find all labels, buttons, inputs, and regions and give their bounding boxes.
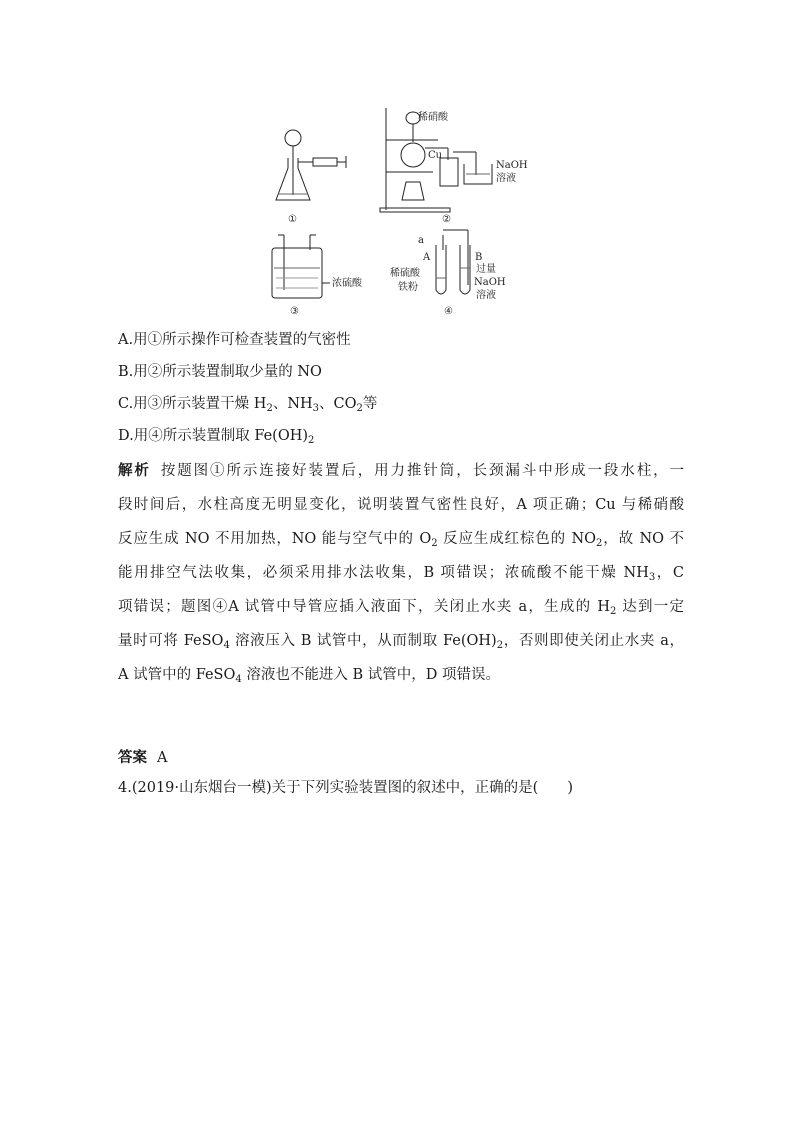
label-solution: 溶液 xyxy=(496,173,516,184)
option-b: B.用②所示装置制取少量的 NO xyxy=(118,364,322,380)
label-A: A xyxy=(423,252,431,263)
apparatus-figure xyxy=(268,100,538,320)
analysis-line-7: A 试管中的 FeSO$_4$ 溶液也不能进入 B 试管中，D 项错误。 xyxy=(118,667,500,685)
apparatus-diagram xyxy=(268,100,538,320)
figure-number-3: ③ xyxy=(290,306,299,317)
analysis-label: 解析 xyxy=(118,462,151,479)
analysis-line-5: 项错误；题图④A 试管中导管应插入液面下，关闭止水夹 a，生成的 $H_2$ 达到一定 xyxy=(118,599,684,617)
label-conc-sulfuric: 浓硫酸 xyxy=(332,278,362,289)
option-c: C.用③所示装置干燥 $H_2$、$NH_3$、$CO_2$等 xyxy=(118,396,378,414)
analysis-line-2: 段时间后，水柱高度无明显变化，说明装置气密性良好，A 项正确；Cu 与稀硝酸 xyxy=(118,497,684,513)
question-4: 4.(2019·山东烟台一模)关于下列实验装置图的叙述中，正确的是( ) xyxy=(118,780,573,796)
option-d: D.用④所示装置制取 $Fe(OH)_2$ xyxy=(118,428,315,446)
figure-number-2: ② xyxy=(442,214,451,225)
label-naoh: NaOH xyxy=(496,160,528,171)
analysis-line-1: 解析 按题图①所示连接好装置后，用力推针筒，长颈漏斗中形成一段水柱，一 xyxy=(118,462,685,479)
answer xyxy=(118,746,167,767)
label-naoh-2: NaOH xyxy=(474,277,506,288)
analysis-line-6: 量时可将 FeSO$_4$ 溶液压入 B 试管中，从而制取 $Fe(OH)_2$，否则即使关闭止水夹 a， xyxy=(118,633,685,651)
analysis-line-3: 反应生成 NO 不用加热，NO 能与空气中的 $O_2$ 反应生成红棕色的 $NO_2$，故 NO 不 xyxy=(118,531,684,549)
label-dilute-sulfuric: 稀硫酸 xyxy=(390,268,420,279)
apparatus-3 xyxy=(272,235,330,298)
answer-value: A xyxy=(157,750,168,766)
label-iron-powder: 铁粉 xyxy=(398,282,418,293)
figure-number-1: ① xyxy=(288,214,297,225)
option-a: A.用①所示操作可检查装置的气密性 xyxy=(118,332,351,348)
analysis-paragraph xyxy=(118,454,684,692)
label-naoh-solution: 溶液 xyxy=(476,290,496,301)
answer-label: 答案 xyxy=(118,749,147,766)
label-cu: Cu xyxy=(428,150,443,161)
figure-number-4: ④ xyxy=(444,306,453,317)
label-B: B xyxy=(475,252,483,263)
label-a: a xyxy=(418,235,424,246)
analysis-line-4: 能用排空气法收集，必须采用排水法收集，B 项错误；浓硫酸不能干燥 $NH_3$，C xyxy=(118,565,684,583)
label-excess: 过量 xyxy=(476,264,496,275)
apparatus-4 xyxy=(436,230,470,294)
apparatus-1 xyxy=(276,130,346,200)
label-dilute-nitric: 稀硝酸 xyxy=(418,112,448,123)
